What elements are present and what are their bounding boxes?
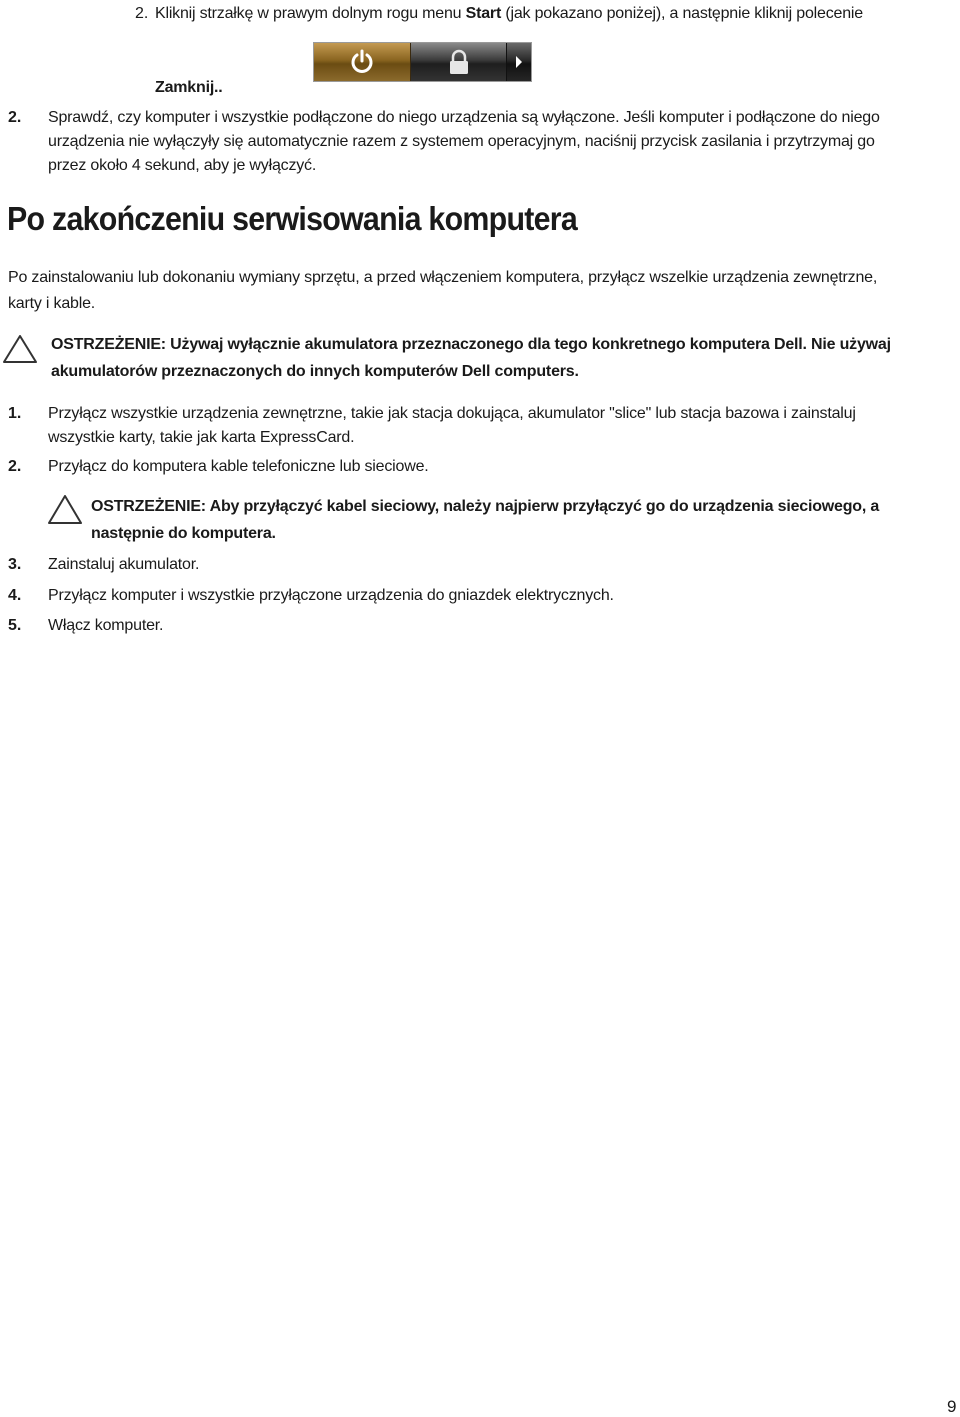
power-button-image (314, 43, 411, 81)
check-step-line: urządzenia nie wyłączyły się automatycznie razem z systemem operacyjnym, naciśnij przycisk zasilania i przytrzymaj go (48, 133, 875, 150)
step-1-line: Przyłącz wszystkie urządzenia zewnętrzne, takie jak stacja dokująca, akumulator "slice" lub stacja bazowa i zainstaluj (48, 405, 856, 422)
section-intro-line: karty i kable. (8, 295, 96, 312)
step-5-number: 5. (8, 617, 22, 634)
arrow-right-icon (514, 55, 524, 69)
shutdown-menu-image (313, 42, 532, 82)
section-title: Po zakończeniu serwisowania komputera (7, 200, 578, 237)
warning-2 (91, 493, 879, 547)
warning-2-line: OSTRZEŻENIE: Aby przyłączyć kabel sieciowy, należy najpierw przyłączyć go do urządzenia sieciowego, a (91, 498, 880, 515)
step-2-text: Przyłącz do komputera kable telefoniczne lub sieciowe. (48, 458, 429, 475)
intro-step-number: 2. (135, 5, 149, 22)
step-1-line: wszystkie karty, takie jak karta ExpressCard. (48, 429, 355, 446)
shutdown-command-label: Zamknij.. (155, 79, 223, 96)
warning-1-line: OSTRZEŻENIE: Używaj wyłącznie akumulatora przeznaczonego dla tego konkretnego komputera Dell. Nie używaj (51, 336, 891, 353)
section-intro (8, 266, 877, 316)
warning-1-line: akumulatorów przeznaczonych do innych komputerów Dell computers. (51, 363, 579, 380)
step-3-number: 3. (8, 556, 22, 573)
section-intro-line: Po zainstalowaniu lub dokonaniu wymiany sprzętu, a przed włączeniem komputera, przyłącz wszelkie urządzenia zewnętrzne, (8, 269, 878, 286)
step-2-number: 2. (8, 458, 22, 475)
check-step-number: 2. (8, 109, 22, 126)
intro-step-text-after: (jak pokazano poniżej), a następnie kliknij polecenie (501, 5, 863, 22)
page-number: 9 (947, 1397, 957, 1416)
step-3-text: Zainstaluj akumulator. (48, 556, 200, 573)
check-step-text (48, 106, 880, 178)
step-4-number: 4. (8, 587, 22, 604)
lock-icon (448, 49, 470, 75)
step-5-text: Włącz komputer. (48, 617, 164, 634)
warning-1 (51, 331, 891, 385)
step-1-number: 1. (8, 405, 22, 422)
step-1-text (48, 402, 856, 450)
start-menu-label: Start (465, 5, 502, 22)
lock-button-image (411, 43, 507, 81)
check-step-line: Sprawdź, czy komputer i wszystkie podłączone do niego urządzenia są wyłączone. Jeśli komputer i podłączone do niego (48, 109, 880, 126)
intro-step-text (155, 2, 863, 26)
warning-triangle-icon (47, 494, 83, 525)
warning-2-line: następnie do komputera. (91, 525, 276, 542)
warning-triangle-icon (2, 334, 38, 364)
power-icon (349, 49, 375, 75)
step-4-text: Przyłącz komputer i wszystkie przyłączone urządzenia do gniazdek elektrycznych. (48, 587, 614, 604)
check-step-line: przez około 4 sekund, aby je wyłączyć. (48, 157, 317, 174)
intro-step-text-before: Kliknij strzałkę w prawym dolnym rogu menu (155, 5, 466, 22)
arrow-button-image (507, 43, 531, 81)
